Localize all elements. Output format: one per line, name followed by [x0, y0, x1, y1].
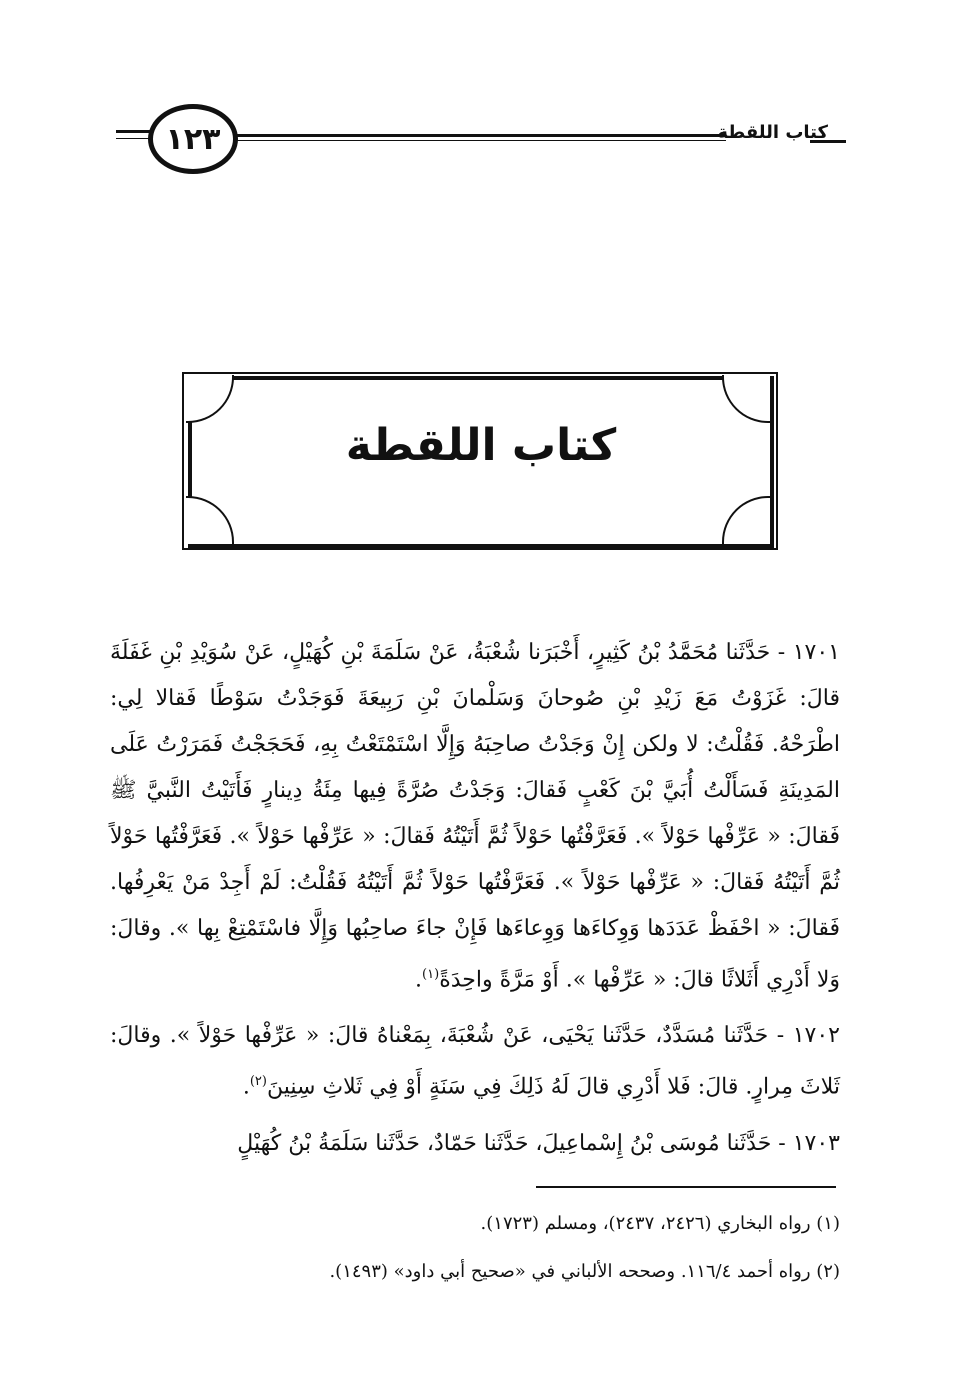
header-rule-main-thin: [226, 140, 726, 141]
hadith-text: حَدَّثَنا مُحَمَّدُ بْنُ كَثِيرٍ، أَخْبَرَنا شُعْبَةُ، عَنْ سَلَمَةَ بْنِ كُهَيْلٍ، عَنْ سُوَيْدِ بْنِ غَفَلَةَ قالَ: غَزَوْتُ مَعَ زَيْدِ بْنِ صُوحانَ وَسَلْمانَ بْنِ رَبِيعَةَ فَوَجَدْتُ سَوْطًا فَقالا لِي: اطْرَحْهُ. فَقُلْتُ: لا ولكن إِنْ وَجَدْتُ صاحِبَهُ وَإِلَّا اسْتَمْتَعْتُ بِهِ، فَحَجَجْتُ فَمَرَرْتُ عَلَى المَدِينَةِ فَسَأَلْتُ أُبَيَّ بْنَ كَعْبٍ فَقالَ: وَجَدْتُ صُرَّةً فِيها مِئَةُ دِينارٍ فَأَتَيْتُ النَّبيَّ ﷺ فَقالَ: « عَرِّفْها حَوْلاً ». فَعَرَّفْتُها حَوْلاً ثُمَّ أَتَيْتُهُ فَقالَ: « عَرِّفْها حَوْلاً ». فَعَرَّفْتُها حَوْلاً ثُمَّ أَتَيْتُهُ فَقالَ: « عَرِّفْها حَوْلاً ». فَعَرَّفْتُها حَوْلاً ثُمَّ أَتَيْتُهُ فَقُلْتُ: لَمْ أَجِدْ مَنْ يَعْرِفُها. فَقالَ: « احْفَظْ عَدَدَها وَوِكاءَها وَوِعاءَها فَإِنْ جاءَ صاحِبُها وَإِلَّا فاسْتَمْتِعْ بِها ». وقالَ: وَلا أَدْرِي أَثَلاثًا قالَ: « عَرِّفْها ». أَوْ مَرَّةً واحِدَةً: [110, 640, 840, 993]
hadith-number: ١٧٠٣ -: [778, 1130, 840, 1156]
hadith-number: ١٧٠١ -: [777, 640, 840, 665]
hadith-paragraph: [110, 1121, 840, 1167]
footnote: (٢) رواه أحمد ١١٦/٤. وصححه الألباني في «صحيح أبي داود» (١٤٩٣).: [329, 1261, 840, 1282]
footnote-reference: (٢): [249, 1074, 267, 1090]
running-title: كتاب اللقطة: [717, 122, 828, 143]
footnote-separator: [536, 1186, 836, 1188]
hadith-paragraph: ١٧٠٢ - حَدَّثَنا مُسَدَّدٌ، حَدَّثَنا يَحْيَى، عَنْ شُعْبَةَ، بِمَعْناهُ قالَ: « عَرِّفْها حَوْلاً ». وقالَ: ثَلاثَ مِرارٍ. قالَ: فَلا أَدْرِي قالَ لَهُ ذَلِكَ فِي سَنَةٍ أَوْ فِي ثَلاثِ سِنِينَ$^{(٢)}$.: [110, 1023, 840, 1100]
footnote: (١) رواه البخاري (٢٤٢٦، ٢٤٣٧)، ومسلم (١٧٢٣).: [480, 1213, 840, 1234]
book-title: كتاب اللقطة: [345, 420, 617, 471]
hadith-body: [110, 630, 840, 1177]
header-rule-main: [226, 134, 726, 137]
hadith-text: حَدَّثَنا مُوسَى بْنُ إِسْماعِيلَ، حَدَّثَنا حَمّادٌ، حَدَّثَنا سَلَمَةُ بْنُ كُهَيْلٍ: [237, 1130, 772, 1156]
hadith-number: ١٧٠٢ -: [776, 1023, 840, 1049]
footnote-reference: (١): [422, 967, 440, 982]
footnotes: [110, 1200, 840, 1296]
page-number: ١٢٣: [165, 122, 221, 157]
hadith-paragraph: ١٧٠١ - حَدَّثَنا مُحَمَّدُ بْنُ كَثِيرٍ، أَخْبَرَنا شُعْبَةُ، عَنْ سَلَمَةَ بْنِ كُهَيْلٍ، عَنْ سُوَيْدِ بْنِ غَفَلَةَ قالَ: غَزَوْتُ مَعَ زَيْدِ بْنِ صُوحانَ وَسَلْمانَ بْنِ رَبِيعَةَ فَوَجَدْتُ سَوْطًا فَقالا لِي: اطْرَحْهُ. فَقُلْتُ: لا ولكن إِنْ وَجَدْتُ صاحِبَهُ وَإِلَّا اسْتَمْتَعْتُ بِهِ، فَحَجَجْتُ فَمَرَرْتُ عَلَى المَدِينَةِ فَسَأَلْتُ أُبَيَّ بْنَ كَعْبٍ فَقالَ: وَجَدْتُ صُرَّةً فِيها مِئَةُ دِينارٍ فَأَتَيْتُ النَّبيَّ ﷺ فَقالَ: « عَرِّفْها حَوْلاً ». فَعَرَّفْتُها حَوْلاً ثُمَّ أَتَيْتُهُ فَقالَ: « عَرِّفْها حَوْلاً ». فَعَرَّفْتُها حَوْلاً ثُمَّ أَتَيْتُهُ فَقالَ: « عَرِّفْها حَوْلاً ». فَعَرَّفْتُها حَوْلاً ثُمَّ أَتَيْتُهُ فَقُلْتُ: لَمْ أَجِدْ مَنْ يَعْرِفُها. فَقالَ: « احْفَظْ عَدَدَها وَوِكاءَها وَوِعاءَها فَإِنْ جاءَ صاحِبُها وَإِلَّا فاسْتَمْتِعْ بِها ». وقالَ: وَلا أَدْرِي أَثَلاثًا قالَ: « عَرِّفْها ». أَوْ مَرَّةً واحِدَةً$^{(١)}$.: [110, 640, 840, 993]
hadith-text: حَدَّثَنا مُسَدَّدٌ، حَدَّثَنا يَحْيَى، عَنْ شُعْبَةَ، بِمَعْناهُ قالَ: « عَرِّفْها حَوْلاً ». وقالَ: ثَلاثَ مِرارٍ. قالَ: فَلا أَدْرِي قالَ لَهُ ذَلِكَ فِي سَنَةٍ أَوْ فِي ثَلاثِ سِنِينَ: [110, 1023, 840, 1100]
